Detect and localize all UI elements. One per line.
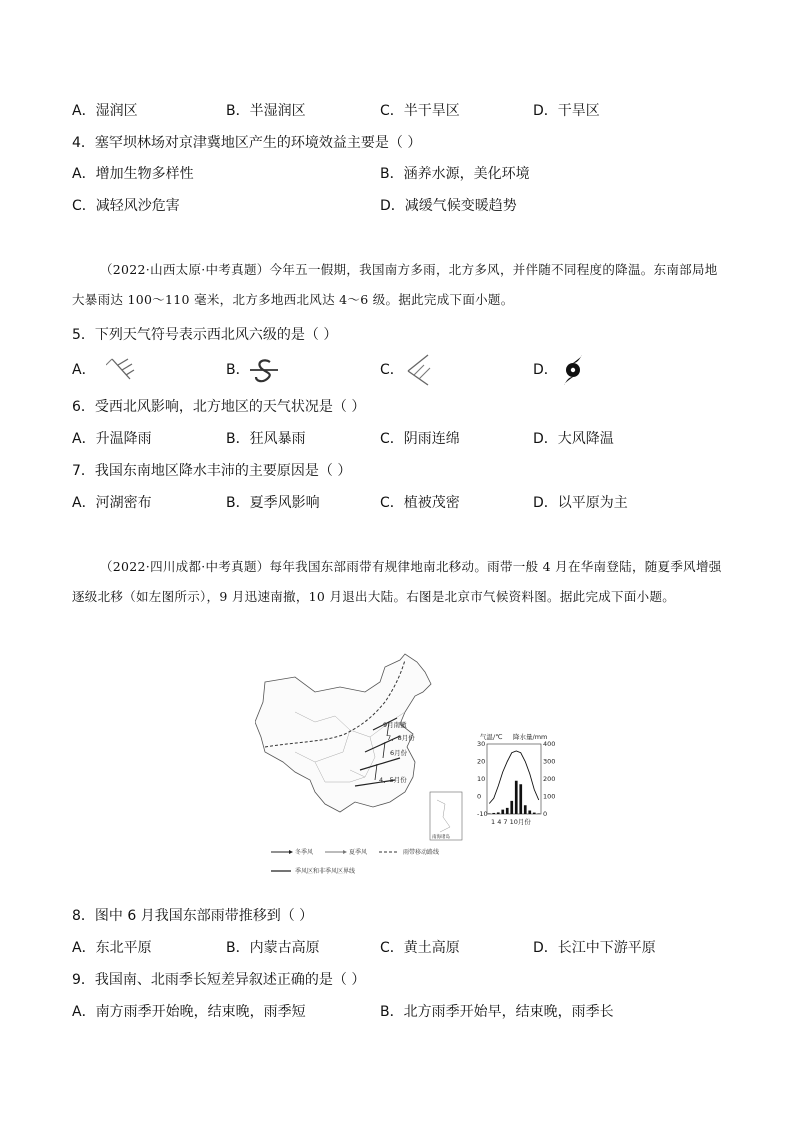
precip-bar bbox=[501, 810, 504, 814]
precip-bar bbox=[519, 784, 522, 814]
temp-tick: 30 bbox=[477, 740, 486, 748]
temp-tick: 20 bbox=[477, 757, 486, 766]
q5-option-b-label: B． bbox=[226, 362, 250, 378]
q3-option-c: C．半干旱区 bbox=[380, 103, 460, 119]
q6-option-a: A．升温降雨 bbox=[72, 431, 152, 447]
map-label-3: 4、5月份 bbox=[379, 776, 407, 784]
q8-stem: 8．图中 6 月我国东部雨带推移到（ ） bbox=[72, 908, 314, 924]
precip-bar bbox=[492, 813, 495, 814]
q3-option-b: B．半湿润区 bbox=[226, 103, 306, 119]
inset-caption: 南海诸岛 bbox=[432, 835, 450, 840]
q8-option-c: C．黄土高原 bbox=[380, 940, 460, 956]
precip-bar bbox=[506, 808, 509, 814]
q6-option-c: C．阴雨连绵 bbox=[380, 431, 460, 447]
precip-bar bbox=[524, 805, 527, 814]
map-label-2: 6月份 bbox=[390, 749, 408, 757]
q5-option-c-label: C． bbox=[380, 362, 404, 378]
q7-stem: 7．我国东南地区降水丰沛的主要原因是（ ） bbox=[72, 463, 352, 479]
precip-bar bbox=[533, 813, 536, 814]
q7-option-b: B．夏季风影响 bbox=[226, 495, 320, 511]
precip-tick: 0 bbox=[543, 810, 548, 818]
figure-map-and-climate-chart bbox=[255, 652, 555, 882]
temp-tick: 10 bbox=[477, 775, 486, 783]
q8-option-b: B．内蒙古高原 bbox=[226, 940, 320, 956]
q5-option-b bbox=[226, 360, 250, 380]
climate-right-title: 降水量/mm bbox=[513, 733, 548, 741]
beijing-climate-chart bbox=[477, 732, 555, 826]
q3-option-d: D．干旱区 bbox=[533, 103, 600, 119]
q4-option-a: A．增加生物多样性 bbox=[72, 166, 194, 182]
precip-bar bbox=[488, 813, 491, 814]
q3-option-a: A．湿润区 bbox=[72, 103, 138, 119]
material-intro-1: （2022·山西太原·中考真题）今年五一假期，我国南方多雨，北方多风，并伴随不同程度的降温。东南部局地大暴雨达 100～110 毫米，北方多地西北风达 4～6 级。据此完成下面小题。 bbox=[72, 262, 718, 307]
q9-option-b: B．北方雨季开始早，结束晚，雨季长 bbox=[380, 1004, 614, 1020]
precip-bar bbox=[515, 781, 518, 814]
map-label-0: 9月南撤 bbox=[383, 721, 407, 729]
precip-bar bbox=[497, 812, 500, 814]
q5-stem: 5．下列天气符号表示西北风六级的是（ ） bbox=[72, 327, 338, 343]
q5-option-a bbox=[72, 360, 96, 380]
q6-stem: 6．受西北风影响，北方地区的天气状况是（ ） bbox=[72, 399, 366, 415]
q7-option-c: C．植被茂密 bbox=[380, 495, 460, 511]
q6-option-d: D．大风降温 bbox=[533, 431, 614, 447]
q8-option-d: D．长江中下游平原 bbox=[533, 940, 656, 956]
climate-left-title: 气温/℃ bbox=[480, 733, 503, 741]
q6-option-b: B．狂风暴雨 bbox=[226, 431, 306, 447]
wind-symbol-b-icon bbox=[250, 356, 280, 386]
q7-option-a: A．河湖密布 bbox=[72, 495, 152, 511]
wind-symbol-c-icon bbox=[404, 353, 434, 387]
temp-tick: 0 bbox=[477, 792, 482, 801]
q5-option-d bbox=[533, 360, 558, 380]
legend-boundary: 季风区和非季风区界线 bbox=[295, 868, 356, 875]
temp-tick: -10 bbox=[477, 810, 488, 818]
q5-option-c bbox=[380, 360, 404, 380]
china-outline bbox=[255, 654, 431, 812]
typhoon-symbol-icon bbox=[560, 354, 586, 386]
precip-tick: 300 bbox=[543, 757, 555, 766]
q7-option-d: D．以平原为主 bbox=[533, 495, 628, 511]
wind-symbol-a-icon bbox=[106, 355, 136, 385]
q4-option-d: D．减缓气候变暖趋势 bbox=[380, 198, 517, 214]
material-intro-2: （2022·四川成都·中考真题）每年我国东部雨带有规律地南北移动。雨带一般 4 月在华南登陆，随夏季风增强逐级北移（如左图所示），9 月迅速南撤，10 月退出大陆。右图是北京市气候资料图。据此完成下面小题。 bbox=[72, 559, 722, 604]
precip-bar bbox=[528, 811, 531, 815]
legend-summer-monsoon: 夏季风 bbox=[349, 849, 368, 856]
q9-stem: 9．我国南、北雨季长短差异叙述正确的是（ ） bbox=[72, 972, 366, 988]
precip-bar bbox=[510, 801, 513, 814]
q5-option-d-label: D． bbox=[533, 362, 558, 378]
inset-box bbox=[430, 792, 462, 840]
precip-bar bbox=[537, 813, 540, 814]
climate-month-axis: 1 4 7 10月份 bbox=[491, 818, 531, 826]
q4-option-b: B．涵养水源，美化环境 bbox=[380, 166, 530, 182]
legend-winter-monsoon: 冬季风 bbox=[295, 849, 314, 856]
map-label-1: 7、8月份 bbox=[387, 734, 415, 742]
legend-rain-belt: 雨带移动路线 bbox=[403, 849, 440, 856]
precip-tick: 400 bbox=[543, 740, 555, 748]
q4-option-c: C．减轻风沙危害 bbox=[72, 198, 180, 214]
q9-option-a: A．南方雨季开始晚，结束晚，雨季短 bbox=[72, 1004, 306, 1020]
q4-stem: 4．塞罕坝林场对京津冀地区产生的环境效益主要是（ ） bbox=[72, 135, 422, 151]
precip-tick: 100 bbox=[543, 792, 555, 801]
q8-option-a: A．东北平原 bbox=[72, 940, 152, 956]
q5-option-a-label: A． bbox=[72, 362, 96, 378]
precip-tick: 200 bbox=[543, 775, 555, 783]
